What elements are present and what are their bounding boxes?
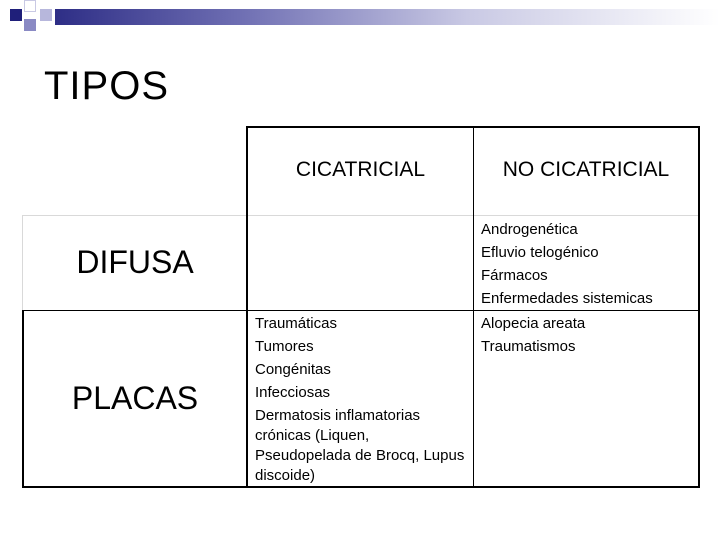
header-decoration <box>0 0 720 40</box>
list-item: Androgenética <box>481 221 578 238</box>
list-item: Traumatismos <box>481 338 576 355</box>
list-item: Traumáticas <box>255 315 337 332</box>
list-item: Fármacos <box>481 267 548 284</box>
list-item: Tumores <box>255 338 314 355</box>
decor-square-light <box>40 9 52 21</box>
table-faint-divider <box>22 215 700 216</box>
cell-difusa-no-cicatricial <box>481 218 696 310</box>
list-item: Dermatosis inflamatorias crónicas (Liquen, Pseudopelada de Brocq, Lupus discoide) <box>255 407 465 484</box>
list-item: Infecciosas <box>255 384 331 401</box>
list-item: Alopecia areata <box>481 315 586 332</box>
decor-square-white <box>24 0 36 12</box>
list-item: Congénitas <box>255 361 331 378</box>
cell-placas-no-cicatricial <box>481 312 696 358</box>
list-item: Efluvio telogénico <box>481 244 599 261</box>
header-gradient-bar <box>55 9 720 25</box>
table-faint-left-border <box>22 215 23 310</box>
decor-square-medium <box>24 19 36 31</box>
decor-square-dark <box>10 9 22 21</box>
row-header-difusa: DIFUSA <box>76 244 194 280</box>
table-row-divider <box>22 310 700 311</box>
list-item: Enfermedades sistemicas <box>481 290 653 307</box>
column-header-cicatricial: CICATRICIAL <box>295 158 426 181</box>
cell-placas-cicatricial <box>255 312 469 486</box>
table-bottom-border <box>22 486 700 488</box>
row-header-placas: PLACAS <box>71 380 199 416</box>
table-right-border <box>698 126 700 488</box>
column-header-no-cicatricial: NO CICATRICIAL <box>502 158 670 181</box>
slide-title: TIPOS <box>44 64 170 108</box>
